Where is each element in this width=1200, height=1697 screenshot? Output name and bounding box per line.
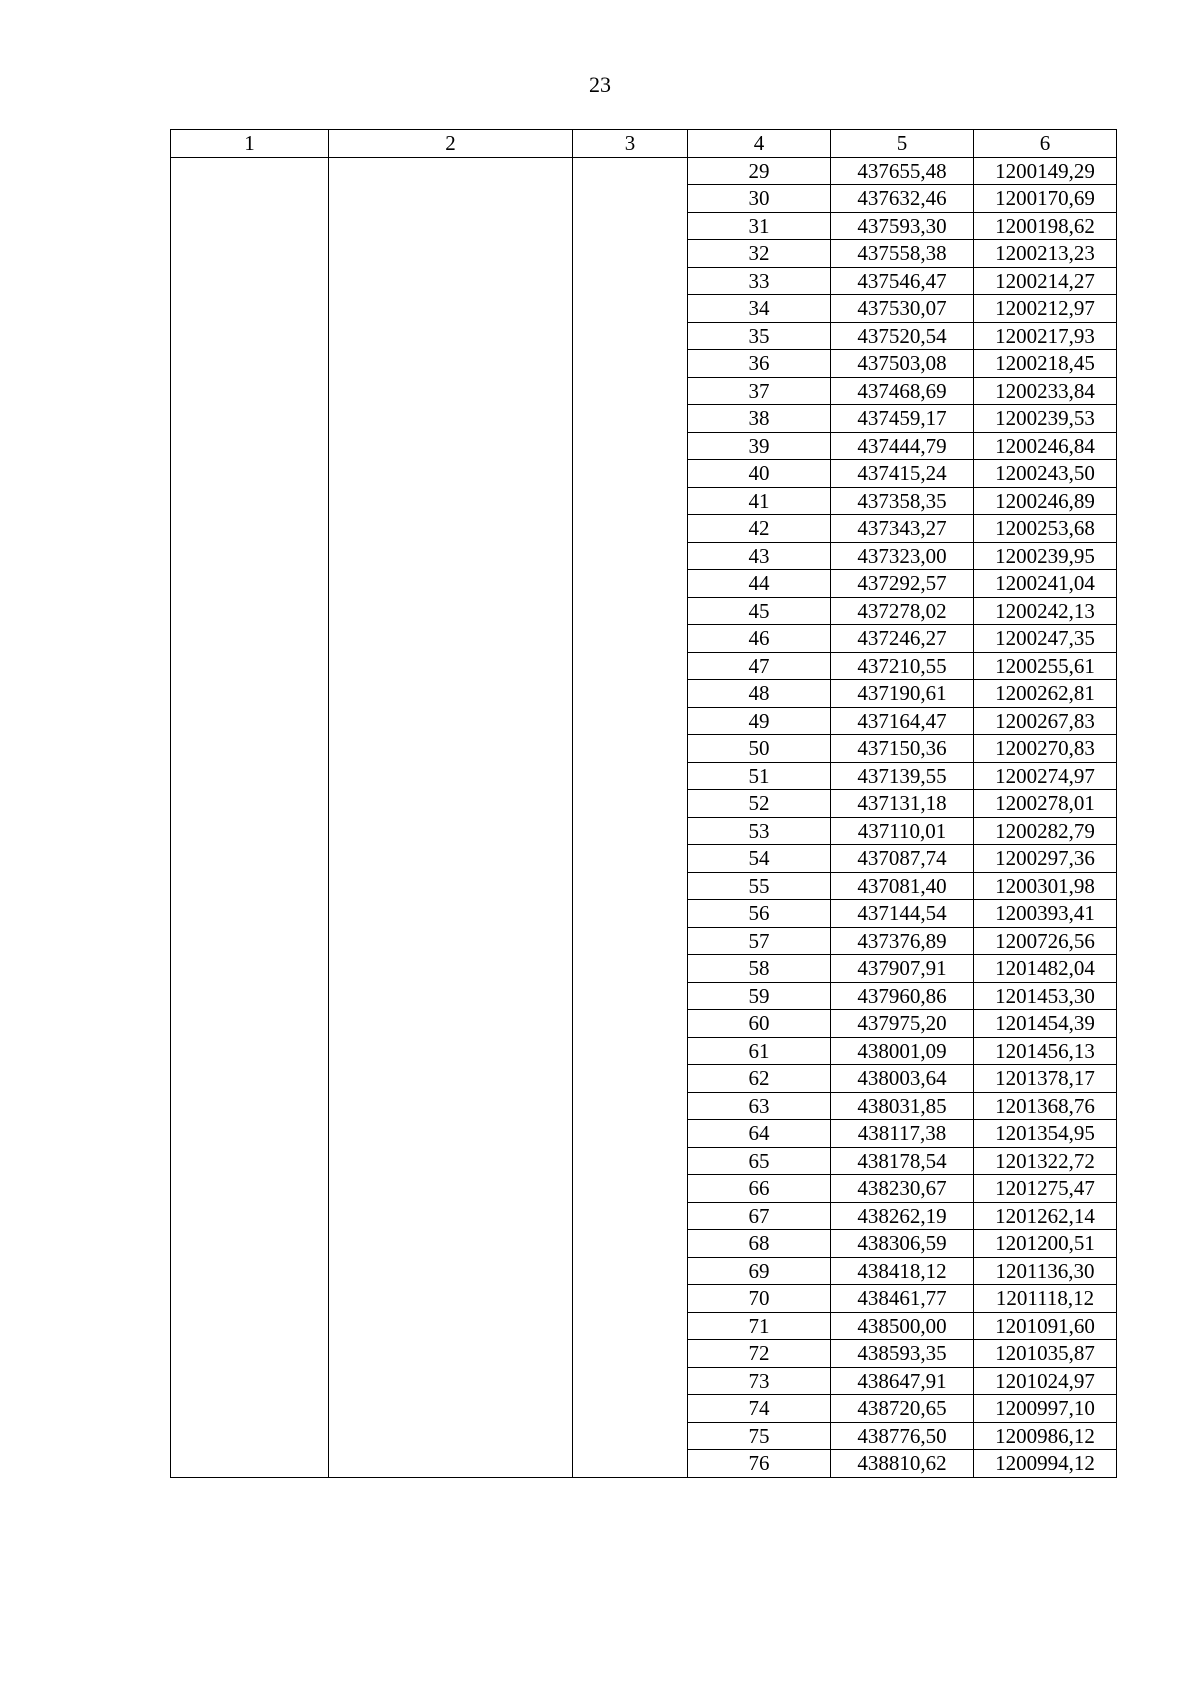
x-coordinate-cell: 437546,47 — [831, 267, 974, 295]
y-coordinate-cell: 1201024,97 — [974, 1367, 1117, 1395]
point-number-cell: 50 — [688, 735, 831, 763]
point-number-cell: 68 — [688, 1230, 831, 1258]
x-coordinate-cell: 437081,40 — [831, 872, 974, 900]
y-coordinate-cell: 1200726,56 — [974, 927, 1117, 955]
coordinates-table — [170, 129, 1117, 1478]
y-coordinate-cell: 1201482,04 — [974, 955, 1117, 983]
column-header-5: 5 — [831, 130, 974, 158]
point-number-cell: 34 — [688, 295, 831, 323]
x-coordinate-cell: 437960,86 — [831, 982, 974, 1010]
x-coordinate-cell: 438461,77 — [831, 1285, 974, 1313]
y-coordinate-cell: 1200149,29 — [974, 157, 1117, 185]
x-coordinate-cell: 438001,09 — [831, 1037, 974, 1065]
point-number-cell: 70 — [688, 1285, 831, 1313]
point-number-cell: 66 — [688, 1175, 831, 1203]
y-coordinate-cell: 1200213,23 — [974, 240, 1117, 268]
x-coordinate-cell: 438418,12 — [831, 1257, 974, 1285]
x-coordinate-cell: 438306,59 — [831, 1230, 974, 1258]
y-coordinate-cell: 1201378,17 — [974, 1065, 1117, 1093]
y-coordinate-cell: 1200393,41 — [974, 900, 1117, 928]
y-coordinate-cell: 1200218,45 — [974, 350, 1117, 378]
x-coordinate-cell: 437503,08 — [831, 350, 974, 378]
point-number-cell: 76 — [688, 1450, 831, 1478]
y-coordinate-cell: 1201200,51 — [974, 1230, 1117, 1258]
point-number-cell: 31 — [688, 212, 831, 240]
x-coordinate-cell: 437975,20 — [831, 1010, 974, 1038]
y-coordinate-cell: 1200239,53 — [974, 405, 1117, 433]
page-number: 23 — [589, 72, 611, 97]
y-coordinate-cell: 1200242,13 — [974, 597, 1117, 625]
y-coordinate-cell: 1201454,39 — [974, 1010, 1117, 1038]
point-number-cell: 47 — [688, 652, 831, 680]
x-coordinate-cell: 437444,79 — [831, 432, 974, 460]
point-number-cell: 61 — [688, 1037, 831, 1065]
y-coordinate-cell: 1201262,14 — [974, 1202, 1117, 1230]
column-header-3: 3 — [573, 130, 688, 158]
x-coordinate-cell: 437150,36 — [831, 735, 974, 763]
point-number-cell: 69 — [688, 1257, 831, 1285]
x-coordinate-cell: 437292,57 — [831, 570, 974, 598]
point-number-cell: 63 — [688, 1092, 831, 1120]
point-number-cell: 59 — [688, 982, 831, 1010]
point-number-cell: 43 — [688, 542, 831, 570]
y-coordinate-cell: 1200247,35 — [974, 625, 1117, 653]
y-coordinate-cell: 1200986,12 — [974, 1422, 1117, 1450]
x-coordinate-cell: 437655,48 — [831, 157, 974, 185]
y-coordinate-cell: 1201368,76 — [974, 1092, 1117, 1120]
y-coordinate-cell: 1200239,95 — [974, 542, 1117, 570]
y-coordinate-cell: 1200278,01 — [974, 790, 1117, 818]
point-number-cell: 56 — [688, 900, 831, 928]
y-coordinate-cell: 1201035,87 — [974, 1340, 1117, 1368]
y-coordinate-cell: 1200262,81 — [974, 680, 1117, 708]
point-number-cell: 44 — [688, 570, 831, 598]
y-coordinate-cell: 1200217,93 — [974, 322, 1117, 350]
point-number-cell: 42 — [688, 515, 831, 543]
x-coordinate-cell: 438117,38 — [831, 1120, 974, 1148]
y-coordinate-cell: 1201091,60 — [974, 1312, 1117, 1340]
y-coordinate-cell: 1201275,47 — [974, 1175, 1117, 1203]
x-coordinate-cell: 437459,17 — [831, 405, 974, 433]
x-coordinate-cell: 438262,19 — [831, 1202, 974, 1230]
point-number-cell: 67 — [688, 1202, 831, 1230]
x-coordinate-cell: 438230,67 — [831, 1175, 974, 1203]
x-coordinate-cell: 438003,64 — [831, 1065, 974, 1093]
table-row — [171, 157, 1117, 185]
y-coordinate-cell: 1200241,04 — [974, 570, 1117, 598]
y-coordinate-cell: 1200297,36 — [974, 845, 1117, 873]
column-1-cell — [171, 157, 329, 1477]
y-coordinate-cell: 1200212,97 — [974, 295, 1117, 323]
y-coordinate-cell: 1201118,12 — [974, 1285, 1117, 1313]
x-coordinate-cell: 437246,27 — [831, 625, 974, 653]
point-number-cell: 64 — [688, 1120, 831, 1148]
x-coordinate-cell: 438500,00 — [831, 1312, 974, 1340]
point-number-cell: 35 — [688, 322, 831, 350]
y-coordinate-cell: 1200253,68 — [974, 515, 1117, 543]
x-coordinate-cell: 437164,47 — [831, 707, 974, 735]
y-coordinate-cell: 1200246,84 — [974, 432, 1117, 460]
column-header-6: 6 — [974, 130, 1117, 158]
x-coordinate-cell: 437593,30 — [831, 212, 974, 240]
x-coordinate-cell: 437139,55 — [831, 762, 974, 790]
x-coordinate-cell: 438178,54 — [831, 1147, 974, 1175]
point-number-cell: 45 — [688, 597, 831, 625]
column-header-1: 1 — [171, 130, 329, 158]
y-coordinate-cell: 1200243,50 — [974, 460, 1117, 488]
point-number-cell: 38 — [688, 405, 831, 433]
x-coordinate-cell: 438647,91 — [831, 1367, 974, 1395]
x-coordinate-cell: 437468,69 — [831, 377, 974, 405]
y-coordinate-cell: 1200270,83 — [974, 735, 1117, 763]
point-number-cell: 60 — [688, 1010, 831, 1038]
x-coordinate-cell: 437558,38 — [831, 240, 974, 268]
point-number-cell: 49 — [688, 707, 831, 735]
x-coordinate-cell: 437087,74 — [831, 845, 974, 873]
point-number-cell: 72 — [688, 1340, 831, 1368]
x-coordinate-cell: 437358,35 — [831, 487, 974, 515]
point-number-cell: 54 — [688, 845, 831, 873]
x-coordinate-cell: 438720,65 — [831, 1395, 974, 1423]
point-number-cell: 62 — [688, 1065, 831, 1093]
point-number-cell: 29 — [688, 157, 831, 185]
column-header-4: 4 — [688, 130, 831, 158]
y-coordinate-cell: 1200170,69 — [974, 185, 1117, 213]
point-number-cell: 46 — [688, 625, 831, 653]
y-coordinate-cell: 1200255,61 — [974, 652, 1117, 680]
y-coordinate-cell: 1200994,12 — [974, 1450, 1117, 1478]
y-coordinate-cell: 1201322,72 — [974, 1147, 1117, 1175]
x-coordinate-cell: 438593,35 — [831, 1340, 974, 1368]
point-number-cell: 75 — [688, 1422, 831, 1450]
y-coordinate-cell: 1200267,83 — [974, 707, 1117, 735]
x-coordinate-cell: 437110,01 — [831, 817, 974, 845]
y-coordinate-cell: 1200198,62 — [974, 212, 1117, 240]
point-number-cell: 51 — [688, 762, 831, 790]
x-coordinate-cell: 438776,50 — [831, 1422, 974, 1450]
x-coordinate-cell: 437520,54 — [831, 322, 974, 350]
x-coordinate-cell: 437190,61 — [831, 680, 974, 708]
point-number-cell: 48 — [688, 680, 831, 708]
point-number-cell: 73 — [688, 1367, 831, 1395]
point-number-cell: 52 — [688, 790, 831, 818]
point-number-cell: 40 — [688, 460, 831, 488]
x-coordinate-cell: 437632,46 — [831, 185, 974, 213]
y-coordinate-cell: 1201453,30 — [974, 982, 1117, 1010]
x-coordinate-cell: 437323,00 — [831, 542, 974, 570]
x-coordinate-cell: 437415,24 — [831, 460, 974, 488]
point-number-cell: 39 — [688, 432, 831, 460]
x-coordinate-cell: 438031,85 — [831, 1092, 974, 1120]
x-coordinate-cell: 437144,54 — [831, 900, 974, 928]
point-number-cell: 58 — [688, 955, 831, 983]
point-number-cell: 53 — [688, 817, 831, 845]
point-number-cell: 33 — [688, 267, 831, 295]
x-coordinate-cell: 437530,07 — [831, 295, 974, 323]
point-number-cell: 65 — [688, 1147, 831, 1175]
y-coordinate-cell: 1200997,10 — [974, 1395, 1117, 1423]
x-coordinate-cell: 437210,55 — [831, 652, 974, 680]
point-number-cell: 55 — [688, 872, 831, 900]
y-coordinate-cell: 1200246,89 — [974, 487, 1117, 515]
point-number-cell: 57 — [688, 927, 831, 955]
point-number-cell: 32 — [688, 240, 831, 268]
y-coordinate-cell: 1200214,27 — [974, 267, 1117, 295]
table-header-row — [171, 130, 1117, 158]
x-coordinate-cell: 437376,89 — [831, 927, 974, 955]
x-coordinate-cell: 437131,18 — [831, 790, 974, 818]
column-header-2: 2 — [329, 130, 573, 158]
point-number-cell: 41 — [688, 487, 831, 515]
y-coordinate-cell: 1200274,97 — [974, 762, 1117, 790]
y-coordinate-cell: 1200301,98 — [974, 872, 1117, 900]
y-coordinate-cell: 1201136,30 — [974, 1257, 1117, 1285]
x-coordinate-cell: 438810,62 — [831, 1450, 974, 1478]
column-3-cell — [573, 157, 688, 1477]
point-number-cell: 37 — [688, 377, 831, 405]
point-number-cell: 36 — [688, 350, 831, 378]
y-coordinate-cell: 1201456,13 — [974, 1037, 1117, 1065]
point-number-cell: 71 — [688, 1312, 831, 1340]
table-body — [171, 157, 1117, 1477]
y-coordinate-cell: 1200282,79 — [974, 817, 1117, 845]
column-2-cell — [329, 157, 573, 1477]
point-number-cell: 30 — [688, 185, 831, 213]
point-number-cell: 74 — [688, 1395, 831, 1423]
x-coordinate-cell: 437343,27 — [831, 515, 974, 543]
x-coordinate-cell: 437278,02 — [831, 597, 974, 625]
x-coordinate-cell: 437907,91 — [831, 955, 974, 983]
y-coordinate-cell: 1200233,84 — [974, 377, 1117, 405]
y-coordinate-cell: 1201354,95 — [974, 1120, 1117, 1148]
